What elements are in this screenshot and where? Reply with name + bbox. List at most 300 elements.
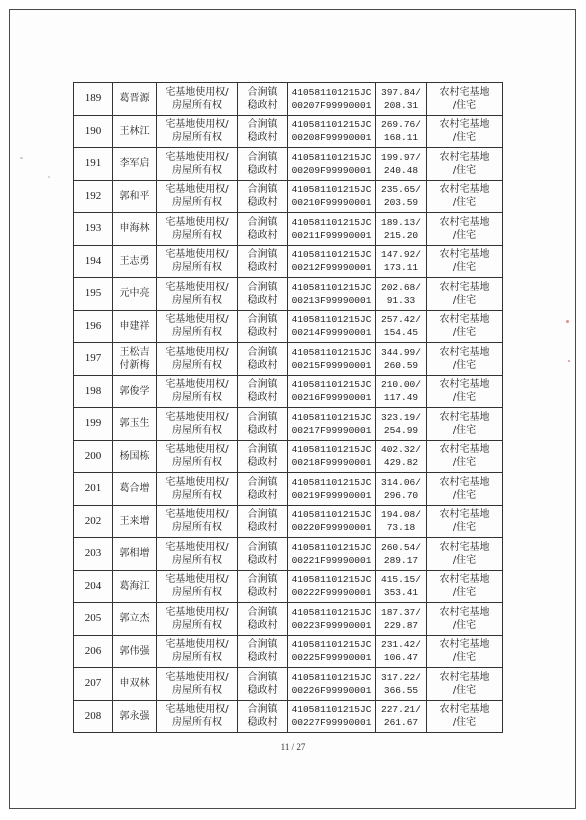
area-value-cell (376, 538, 427, 571)
unit-code-cell (288, 440, 376, 473)
owner-name-cell (113, 278, 157, 311)
right-type-cell (157, 408, 238, 441)
owner-name-cell (113, 148, 157, 181)
table-row (74, 310, 503, 343)
area-value-line: 366.55 (383, 684, 419, 696)
right-type-cell (157, 343, 238, 376)
right-type-line: 宅基地使用权/ (165, 379, 229, 391)
location-cell (238, 180, 288, 213)
right-type-line: 宅基地使用权/ (165, 574, 229, 586)
area-value-line: 106.47 (383, 652, 419, 664)
area-value-line: 260.54/ (381, 541, 421, 553)
unit-code-cell (288, 473, 376, 506)
unit-code-line: 410581101215JC (291, 671, 372, 683)
right-type-line: 房屋所有权 (172, 684, 222, 696)
right-type-line: 房屋所有权 (172, 489, 222, 501)
owner-name-line: 申海林 (119, 223, 150, 235)
owner-name-line: 王志勇 (119, 255, 150, 267)
records-table (73, 82, 503, 733)
unit-code-line: 00209F99990001 (291, 164, 372, 176)
right-type-line: 房屋所有权 (172, 99, 222, 111)
location-cell (238, 473, 288, 506)
area-value-cell (376, 505, 427, 538)
unit-code-line: 00213F99990001 (291, 294, 372, 306)
record-number-cell: 193 (74, 213, 113, 246)
area-value-line: 261.67 (383, 717, 419, 729)
land-use-line: /住宅 (452, 197, 477, 209)
location-cell (238, 245, 288, 278)
scan-speck (20, 157, 23, 159)
record-number-cell: 196 (74, 310, 113, 343)
location-line: 稳政村 (247, 587, 278, 599)
table-row (74, 635, 503, 668)
land-use-line: /住宅 (452, 359, 477, 371)
area-value-cell (376, 473, 427, 506)
owner-name-line: 元中亮 (119, 288, 150, 300)
land-use-cell (427, 408, 503, 441)
area-value-line: 187.37/ (381, 606, 421, 618)
record-number-cell: 201 (74, 473, 113, 506)
scan-speck (48, 176, 50, 178)
location-line: 稳政村 (247, 164, 278, 176)
area-value-line: 402.32/ (381, 444, 421, 456)
land-use-line: 农村宅基地 (439, 606, 490, 618)
owner-name-line: 郭相增 (119, 548, 150, 560)
land-use-cell (427, 213, 503, 246)
right-type-cell (157, 278, 238, 311)
location-cell (238, 700, 288, 733)
location-line: 合涧镇 (247, 704, 278, 716)
right-type-cell (157, 635, 238, 668)
location-line: 稳政村 (247, 197, 278, 209)
location-line: 合涧镇 (247, 119, 278, 131)
unit-code-cell (288, 635, 376, 668)
table-row (74, 603, 503, 636)
right-type-line: 宅基地使用权/ (165, 411, 229, 423)
right-type-line: 房屋所有权 (172, 392, 222, 404)
land-use-cell (427, 83, 503, 116)
right-type-line: 房屋所有权 (172, 717, 222, 729)
right-type-cell (157, 310, 238, 343)
location-cell (238, 440, 288, 473)
area-value-line: 254.99 (383, 424, 419, 436)
unit-code-line: 410581101215JC (291, 281, 372, 293)
land-use-line: 农村宅基地 (439, 509, 490, 521)
right-type-cell (157, 375, 238, 408)
land-use-line: /住宅 (452, 392, 477, 404)
unit-code-line: 00214F99990001 (291, 327, 372, 339)
right-type-line: 房屋所有权 (172, 132, 222, 144)
location-line: 合涧镇 (247, 151, 278, 163)
area-value-line: 260.59 (383, 359, 419, 371)
record-number-cell: 189 (74, 83, 113, 116)
table-row (74, 343, 503, 376)
record-number-cell: 192 (74, 180, 113, 213)
land-use-line: 农村宅基地 (439, 151, 490, 163)
unit-code-line: 00216F99990001 (291, 392, 372, 404)
owner-name-cell (113, 408, 157, 441)
area-value-line: 173.11 (383, 262, 419, 274)
owner-name-cell (113, 635, 157, 668)
area-value-cell (376, 213, 427, 246)
land-use-cell (427, 603, 503, 636)
record-number-cell: 198 (74, 375, 113, 408)
owner-name-line: 申双林 (119, 678, 150, 690)
owner-name-line: 申建祥 (119, 320, 150, 332)
land-use-line: /住宅 (452, 717, 477, 729)
land-use-line: /住宅 (452, 99, 477, 111)
unit-code-line: 00208F99990001 (291, 132, 372, 144)
land-use-line: 农村宅基地 (439, 184, 490, 196)
area-value-line: 269.76/ (381, 119, 421, 131)
location-line: 合涧镇 (247, 476, 278, 488)
land-use-cell (427, 505, 503, 538)
land-use-cell (427, 700, 503, 733)
right-type-line: 宅基地使用权/ (165, 476, 229, 488)
location-line: 稳政村 (247, 522, 278, 534)
owner-name-cell (113, 668, 157, 701)
area-value-line: 323.19/ (381, 411, 421, 423)
owner-name-cell (113, 440, 157, 473)
unit-code-cell (288, 408, 376, 441)
area-value-cell (376, 180, 427, 213)
area-value-line: 235.65/ (381, 184, 421, 196)
right-type-cell (157, 245, 238, 278)
area-value-line: 199.97/ (381, 151, 421, 163)
land-use-cell (427, 375, 503, 408)
land-use-line: 农村宅基地 (439, 671, 490, 683)
location-line: 合涧镇 (247, 509, 278, 521)
right-type-cell (157, 570, 238, 603)
owner-name-cell (113, 538, 157, 571)
location-line: 合涧镇 (247, 346, 278, 358)
right-type-line: 房屋所有权 (172, 197, 222, 209)
location-line: 合涧镇 (247, 184, 278, 196)
unit-code-line: 410581101215JC (291, 379, 372, 391)
right-type-cell (157, 668, 238, 701)
land-use-line: /住宅 (452, 457, 477, 469)
unit-code-line: 410581101215JC (291, 216, 372, 228)
land-use-line: 农村宅基地 (439, 119, 490, 131)
right-type-line: 宅基地使用权/ (165, 184, 229, 196)
owner-name-line: 葛海江 (119, 580, 150, 592)
location-cell (238, 213, 288, 246)
land-use-line: 农村宅基地 (439, 639, 490, 651)
unit-code-line: 410581101215JC (291, 476, 372, 488)
land-use-line: /住宅 (452, 619, 477, 631)
owner-name-cell (113, 310, 157, 343)
owner-name-cell (113, 83, 157, 116)
owner-name-line: 郭俊学 (119, 385, 150, 397)
area-value-line: 289.17 (383, 554, 419, 566)
land-use-line: /住宅 (452, 327, 477, 339)
area-value-cell (376, 148, 427, 181)
owner-name-cell (113, 115, 157, 148)
right-type-cell (157, 440, 238, 473)
location-line: 稳政村 (247, 294, 278, 306)
land-use-cell (427, 570, 503, 603)
page-number: 11 / 27 (280, 742, 306, 752)
owner-name-line: 葛晋源 (119, 93, 150, 105)
location-line: 稳政村 (247, 457, 278, 469)
area-value-cell (376, 278, 427, 311)
area-value-cell (376, 343, 427, 376)
location-cell (238, 278, 288, 311)
right-type-line: 宅基地使用权/ (165, 216, 229, 228)
owner-name-cell (113, 180, 157, 213)
table-row (74, 148, 503, 181)
right-type-cell (157, 83, 238, 116)
area-value-cell (376, 83, 427, 116)
area-value-cell (376, 603, 427, 636)
right-type-line: 宅基地使用权/ (165, 704, 229, 716)
area-value-line: 229.87 (383, 619, 419, 631)
records-table-body (74, 83, 503, 733)
unit-code-cell (288, 505, 376, 538)
land-use-cell (427, 245, 503, 278)
table-row (74, 440, 503, 473)
location-line: 合涧镇 (247, 574, 278, 586)
owner-name-line: 王松吉 (119, 346, 150, 358)
unit-code-line: 00223F99990001 (291, 619, 372, 631)
unit-code-cell (288, 343, 376, 376)
area-value-line: 168.11 (383, 132, 419, 144)
right-type-line: 房屋所有权 (172, 457, 222, 469)
area-value-line: 154.45 (383, 327, 419, 339)
location-cell (238, 635, 288, 668)
land-use-cell (427, 310, 503, 343)
land-use-line: /住宅 (452, 294, 477, 306)
land-use-line: 农村宅基地 (439, 346, 490, 358)
area-value-line: 231.42/ (381, 639, 421, 651)
area-value-cell (376, 700, 427, 733)
area-value-cell (376, 635, 427, 668)
location-line: 稳政村 (247, 392, 278, 404)
area-value-line: 203.59 (383, 197, 419, 209)
unit-code-cell (288, 245, 376, 278)
right-type-line: 房屋所有权 (172, 652, 222, 664)
unit-code-cell (288, 115, 376, 148)
location-line: 合涧镇 (247, 639, 278, 651)
location-cell (238, 375, 288, 408)
land-use-line: 农村宅基地 (439, 281, 490, 293)
land-use-line: /住宅 (452, 132, 477, 144)
location-line: 合涧镇 (247, 379, 278, 391)
land-use-line: 农村宅基地 (439, 314, 490, 326)
right-type-line: 宅基地使用权/ (165, 509, 229, 521)
location-line: 稳政村 (247, 717, 278, 729)
owner-name-line: 葛合增 (119, 483, 150, 495)
location-line: 稳政村 (247, 359, 278, 371)
owner-name-line: 王林江 (119, 125, 150, 137)
land-use-line: 农村宅基地 (439, 216, 490, 228)
location-line: 稳政村 (247, 652, 278, 664)
area-value-cell (376, 408, 427, 441)
area-value-cell (376, 440, 427, 473)
owner-name-line: 郭玉生 (119, 418, 150, 430)
area-value-line: 147.92/ (381, 249, 421, 261)
land-use-cell (427, 180, 503, 213)
area-value-line: 215.20 (383, 229, 419, 241)
table-row (74, 83, 503, 116)
table-row (74, 473, 503, 506)
table-row (74, 408, 503, 441)
table-row (74, 245, 503, 278)
unit-code-line: 410581101215JC (291, 346, 372, 358)
right-type-line: 宅基地使用权/ (165, 606, 229, 618)
location-line: 稳政村 (247, 489, 278, 501)
land-use-line: /住宅 (452, 164, 477, 176)
land-use-line: /住宅 (452, 229, 477, 241)
land-use-cell (427, 635, 503, 668)
land-use-line: /住宅 (452, 652, 477, 664)
area-value-cell (376, 570, 427, 603)
location-line: 合涧镇 (247, 671, 278, 683)
owner-name-cell (113, 570, 157, 603)
unit-code-cell (288, 375, 376, 408)
right-type-cell (157, 538, 238, 571)
right-type-line: 宅基地使用权/ (165, 541, 229, 553)
right-type-line: 宅基地使用权/ (165, 281, 229, 293)
unit-code-line: 410581101215JC (291, 574, 372, 586)
right-type-line: 宅基地使用权/ (165, 151, 229, 163)
unit-code-line: 00222F99990001 (291, 587, 372, 599)
owner-name-cell (113, 505, 157, 538)
location-line: 稳政村 (247, 554, 278, 566)
unit-code-line: 410581101215JC (291, 606, 372, 618)
unit-code-line: 410581101215JC (291, 541, 372, 553)
unit-code-line: 410581101215JC (291, 86, 372, 98)
unit-code-line: 00218F99990001 (291, 457, 372, 469)
area-value-line: 117.49 (383, 392, 419, 404)
location-cell (238, 603, 288, 636)
unit-code-cell (288, 278, 376, 311)
unit-code-cell (288, 570, 376, 603)
right-type-line: 宅基地使用权/ (165, 119, 229, 131)
unit-code-cell (288, 148, 376, 181)
area-value-line: 210.00/ (381, 379, 421, 391)
table-row (74, 570, 503, 603)
record-number-cell: 208 (74, 700, 113, 733)
right-type-line: 房屋所有权 (172, 229, 222, 241)
right-type-line: 房屋所有权 (172, 294, 222, 306)
unit-code-line: 410581101215JC (291, 151, 372, 163)
area-value-line: 189.13/ (381, 216, 421, 228)
land-use-line: /住宅 (452, 522, 477, 534)
area-value-line: 257.42/ (381, 314, 421, 326)
record-number-cell: 197 (74, 343, 113, 376)
area-value-line: 314.06/ (381, 476, 421, 488)
location-line: 稳政村 (247, 684, 278, 696)
record-number-cell: 202 (74, 505, 113, 538)
right-type-line: 房屋所有权 (172, 359, 222, 371)
table-row (74, 278, 503, 311)
unit-code-line: 410581101215JC (291, 184, 372, 196)
location-line: 合涧镇 (247, 281, 278, 293)
location-line: 稳政村 (247, 619, 278, 631)
right-type-cell (157, 505, 238, 538)
land-use-cell (427, 538, 503, 571)
area-value-line: 73.18 (386, 522, 416, 534)
table-row (74, 538, 503, 571)
owner-name-line: 李军启 (119, 158, 150, 170)
unit-code-line: 00212F99990001 (291, 262, 372, 274)
land-use-cell (427, 473, 503, 506)
owner-name-line: 郭和平 (119, 190, 150, 202)
right-type-cell (157, 180, 238, 213)
land-use-line: 农村宅基地 (439, 704, 490, 716)
land-use-line: /住宅 (452, 554, 477, 566)
record-number-cell: 203 (74, 538, 113, 571)
right-type-cell (157, 700, 238, 733)
area-value-cell (376, 245, 427, 278)
right-type-cell (157, 148, 238, 181)
area-value-line: 240.48 (383, 164, 419, 176)
owner-name-cell (113, 603, 157, 636)
owner-name-cell (113, 343, 157, 376)
location-cell (238, 668, 288, 701)
right-type-cell (157, 115, 238, 148)
location-cell (238, 505, 288, 538)
location-line: 稳政村 (247, 229, 278, 241)
land-use-cell (427, 278, 503, 311)
unit-code-cell (288, 213, 376, 246)
right-type-line: 宅基地使用权/ (165, 444, 229, 456)
unit-code-line: 410581101215JC (291, 509, 372, 521)
owner-name-line: 郭永强 (119, 710, 150, 722)
area-value-cell (376, 375, 427, 408)
owner-name-cell (113, 700, 157, 733)
location-line: 稳政村 (247, 262, 278, 274)
location-cell (238, 310, 288, 343)
right-type-line: 房屋所有权 (172, 327, 222, 339)
right-type-line: 房屋所有权 (172, 554, 222, 566)
unit-code-line: 00210F99990001 (291, 197, 372, 209)
land-use-line: 农村宅基地 (439, 574, 490, 586)
table-row (74, 668, 503, 701)
record-number-cell: 207 (74, 668, 113, 701)
unit-code-cell (288, 83, 376, 116)
unit-code-line: 00219F99990001 (291, 489, 372, 501)
location-line: 合涧镇 (247, 411, 278, 423)
location-line: 稳政村 (247, 424, 278, 436)
unit-code-line: 00207F99990001 (291, 99, 372, 111)
area-value-cell (376, 310, 427, 343)
right-type-line: 宅基地使用权/ (165, 639, 229, 651)
unit-code-line: 410581101215JC (291, 704, 372, 716)
land-use-line: /住宅 (452, 262, 477, 274)
location-line: 合涧镇 (247, 86, 278, 98)
owner-name-cell (113, 245, 157, 278)
unit-code-cell (288, 180, 376, 213)
owner-name-line: 王来增 (119, 515, 150, 527)
unit-code-cell (288, 603, 376, 636)
table-row (74, 213, 503, 246)
table-row (74, 375, 503, 408)
location-line: 合涧镇 (247, 249, 278, 261)
record-number-cell: 194 (74, 245, 113, 278)
table-row (74, 180, 503, 213)
land-use-line: 农村宅基地 (439, 86, 490, 98)
right-type-line: 宅基地使用权/ (165, 249, 229, 261)
right-type-line: 房屋所有权 (172, 619, 222, 631)
location-line: 合涧镇 (247, 444, 278, 456)
record-number-cell: 195 (74, 278, 113, 311)
area-value-line: 91.33 (386, 294, 416, 306)
area-value-line: 227.21/ (381, 704, 421, 716)
unit-code-line: 410581101215JC (291, 639, 372, 651)
scan-speck (566, 320, 569, 323)
